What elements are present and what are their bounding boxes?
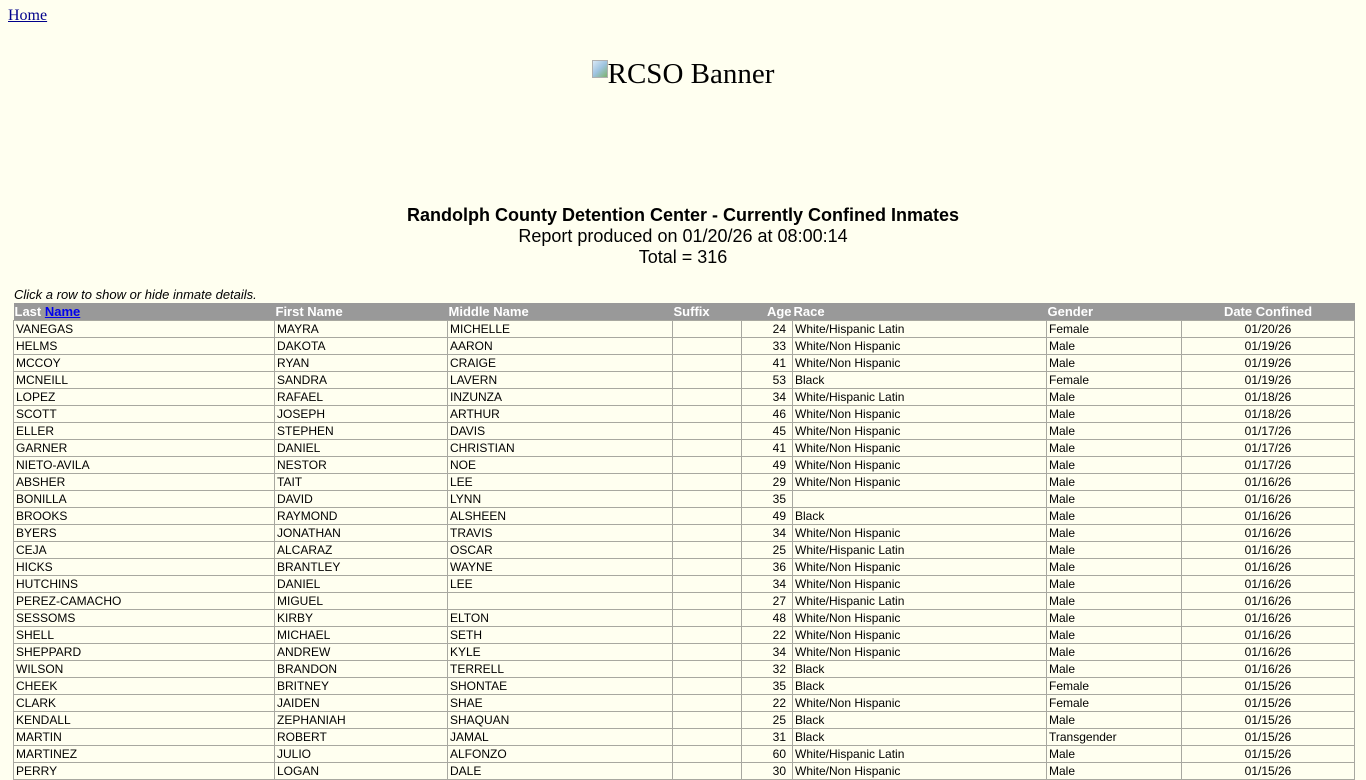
date-confined-cell: 01/16/26 xyxy=(1182,508,1355,525)
gender-cell: Male xyxy=(1047,559,1182,576)
first-name-cell: STEPHEN xyxy=(275,423,448,440)
middle-name-cell: SHONTAE xyxy=(448,678,673,695)
table-row[interactable] xyxy=(14,695,1355,712)
gender-cell: Male xyxy=(1047,338,1182,355)
first-name-cell: MAYRA xyxy=(275,321,448,338)
suffix-cell xyxy=(673,321,742,338)
gender-cell: Transgender xyxy=(1047,729,1182,746)
date-confined-cell: 01/16/26 xyxy=(1182,661,1355,678)
table-row[interactable] xyxy=(14,474,1355,491)
table-row[interactable] xyxy=(14,491,1355,508)
row-click-hint: Click a row to show or hide inmate details. xyxy=(14,287,257,302)
race-cell: Black xyxy=(793,372,1047,389)
table-body xyxy=(14,321,1355,780)
table-row[interactable] xyxy=(14,372,1355,389)
date-confined-cell: 01/16/26 xyxy=(1182,491,1355,508)
first-name-cell: MIGUEL xyxy=(275,593,448,610)
last-name-cell: LOPEZ xyxy=(14,389,275,406)
date-confined-cell: 01/17/26 xyxy=(1182,457,1355,474)
suffix-cell xyxy=(673,610,742,627)
last-name-cell: SESSOMS xyxy=(14,610,275,627)
table-row[interactable] xyxy=(14,406,1355,423)
banner-alt-text: RCSO Banner xyxy=(607,58,775,90)
sort-by-name-link[interactable]: Name xyxy=(44,304,81,319)
last-name-cell: CHEEK xyxy=(14,678,275,695)
date-confined-cell: 01/15/26 xyxy=(1182,712,1355,729)
middle-name-cell xyxy=(448,593,673,610)
gender-cell: Male xyxy=(1047,525,1182,542)
table-row[interactable] xyxy=(14,338,1355,355)
race-cell: White/Non Hispanic xyxy=(793,457,1047,474)
age-cell: 36 xyxy=(742,559,793,576)
first-name-cell: DAVID xyxy=(275,491,448,508)
first-name-cell: NESTOR xyxy=(275,457,448,474)
first-name-cell: BRANDON xyxy=(275,661,448,678)
date-confined-cell: 01/19/26 xyxy=(1182,355,1355,372)
race-cell: White/Non Hispanic xyxy=(793,440,1047,457)
middle-name-cell: TRAVIS xyxy=(448,525,673,542)
suffix-cell xyxy=(673,389,742,406)
middle-name-cell: ELTON xyxy=(448,610,673,627)
date-confined-cell: 01/15/26 xyxy=(1182,746,1355,763)
gender-cell: Male xyxy=(1047,644,1182,661)
middle-name-cell: SHAQUAN xyxy=(448,712,673,729)
suffix-cell xyxy=(673,661,742,678)
date-confined-cell: 01/19/26 xyxy=(1182,372,1355,389)
first-name-cell: ZEPHANIAH xyxy=(275,712,448,729)
middle-name-cell: LAVERN xyxy=(448,372,673,389)
gender-cell: Male xyxy=(1047,474,1182,491)
race-cell xyxy=(793,491,1047,508)
column-header-middle-name: Middle Name xyxy=(448,303,673,321)
middle-name-cell: SHAE xyxy=(448,695,673,712)
column-header-suffix: Suffix xyxy=(673,303,742,321)
table-row[interactable] xyxy=(14,746,1355,763)
suffix-cell xyxy=(673,338,742,355)
middle-name-cell: INZUNZA xyxy=(448,389,673,406)
age-cell: 34 xyxy=(742,644,793,661)
table-row[interactable] xyxy=(14,423,1355,440)
race-cell: White/Non Hispanic xyxy=(793,474,1047,491)
report-produced: Report produced on 01/20/26 at 08:00:14 xyxy=(518,226,848,246)
middle-name-cell: KYLE xyxy=(448,644,673,661)
last-name-cell: ELLER xyxy=(14,423,275,440)
suffix-cell xyxy=(673,729,742,746)
date-confined-cell: 01/16/26 xyxy=(1182,559,1355,576)
race-cell: White/Non Hispanic xyxy=(793,576,1047,593)
gender-cell: Male xyxy=(1047,610,1182,627)
race-cell: White/Hispanic Latin xyxy=(793,746,1047,763)
first-name-cell: SANDRA xyxy=(275,372,448,389)
suffix-cell xyxy=(673,576,742,593)
gender-cell: Male xyxy=(1047,440,1182,457)
column-header-gender: Gender xyxy=(1047,303,1182,321)
banner-image xyxy=(0,58,1366,91)
suffix-cell xyxy=(673,423,742,440)
middle-name-cell: CHRISTIAN xyxy=(448,440,673,457)
race-cell: White/Non Hispanic xyxy=(793,644,1047,661)
race-cell: White/Non Hispanic xyxy=(793,338,1047,355)
middle-name-cell: TERRELL xyxy=(448,661,673,678)
gender-cell: Male xyxy=(1047,542,1182,559)
date-confined-cell: 01/16/26 xyxy=(1182,525,1355,542)
suffix-cell xyxy=(673,593,742,610)
gender-cell: Female xyxy=(1047,695,1182,712)
first-name-cell: JONATHAN xyxy=(275,525,448,542)
age-cell: 33 xyxy=(742,338,793,355)
gender-cell: Male xyxy=(1047,593,1182,610)
middle-name-cell: WAYNE xyxy=(448,559,673,576)
last-name-cell: SHELL xyxy=(14,627,275,644)
first-name-cell: JAIDEN xyxy=(275,695,448,712)
date-confined-cell: 01/20/26 xyxy=(1182,321,1355,338)
age-cell: 46 xyxy=(742,406,793,423)
last-name-cell: VANEGAS xyxy=(14,321,275,338)
age-cell: 49 xyxy=(742,508,793,525)
first-name-cell: ALCARAZ xyxy=(275,542,448,559)
date-confined-cell: 01/16/26 xyxy=(1182,542,1355,559)
last-name-cell: CEJA xyxy=(14,542,275,559)
last-name-cell: NIETO-AVILA xyxy=(14,457,275,474)
race-cell: Black xyxy=(793,712,1047,729)
date-confined-cell: 01/16/26 xyxy=(1182,627,1355,644)
last-name-cell: SHEPPARD xyxy=(14,644,275,661)
last-name-cell: BONILLA xyxy=(14,491,275,508)
middle-name-cell: OSCAR xyxy=(448,542,673,559)
age-cell: 30 xyxy=(742,763,793,780)
race-cell: White/Hispanic Latin xyxy=(793,593,1047,610)
age-cell: 60 xyxy=(742,746,793,763)
race-cell: White/Non Hispanic xyxy=(793,406,1047,423)
age-cell: 45 xyxy=(742,423,793,440)
gender-cell: Female xyxy=(1047,321,1182,338)
race-cell: White/Non Hispanic xyxy=(793,525,1047,542)
middle-name-cell: LEE xyxy=(448,474,673,491)
race-cell: White/Non Hispanic xyxy=(793,559,1047,576)
date-confined-cell: 01/15/26 xyxy=(1182,763,1355,780)
gender-cell: Male xyxy=(1047,763,1182,780)
last-name-cell: KENDALL xyxy=(14,712,275,729)
last-name-cell: MCCOY xyxy=(14,355,275,372)
suffix-cell xyxy=(673,508,742,525)
race-cell: Black xyxy=(793,678,1047,695)
suffix-cell xyxy=(673,491,742,508)
column-header-race: Race xyxy=(793,303,1047,321)
race-cell: White/Hispanic Latin xyxy=(793,389,1047,406)
date-confined-cell: 01/17/26 xyxy=(1182,423,1355,440)
suffix-cell xyxy=(673,746,742,763)
last-name-cell: SCOTT xyxy=(14,406,275,423)
suffix-cell xyxy=(673,712,742,729)
race-cell: White/Non Hispanic xyxy=(793,423,1047,440)
first-name-cell: BRITNEY xyxy=(275,678,448,695)
gender-cell: Male xyxy=(1047,746,1182,763)
column-header-last-name xyxy=(14,303,275,321)
first-name-cell: JOSEPH xyxy=(275,406,448,423)
first-name-cell: BRANTLEY xyxy=(275,559,448,576)
suffix-cell xyxy=(673,695,742,712)
suffix-cell xyxy=(673,525,742,542)
last-name-cell: WILSON xyxy=(14,661,275,678)
last-name-cell: MARTINEZ xyxy=(14,746,275,763)
last-name-cell: PEREZ-CAMACHO xyxy=(14,593,275,610)
middle-name-cell: AARON xyxy=(448,338,673,355)
last-name-cell: HUTCHINS xyxy=(14,576,275,593)
table-row[interactable] xyxy=(14,542,1355,559)
table-row[interactable] xyxy=(14,712,1355,729)
suffix-cell xyxy=(673,644,742,661)
last-name-cell: HELMS xyxy=(14,338,275,355)
age-cell: 31 xyxy=(742,729,793,746)
gender-cell: Female xyxy=(1047,372,1182,389)
middle-name-cell: SETH xyxy=(448,627,673,644)
last-name-cell: MCNEILL xyxy=(14,372,275,389)
date-confined-cell: 01/16/26 xyxy=(1182,576,1355,593)
last-name-cell: PERRY xyxy=(14,763,275,780)
middle-name-cell: CRAIGE xyxy=(448,355,673,372)
gender-cell: Male xyxy=(1047,712,1182,729)
first-name-cell: TAIT xyxy=(275,474,448,491)
table-row[interactable] xyxy=(14,729,1355,746)
race-cell: White/Non Hispanic xyxy=(793,610,1047,627)
age-cell: 22 xyxy=(742,627,793,644)
age-cell: 27 xyxy=(742,593,793,610)
age-cell: 34 xyxy=(742,389,793,406)
gender-cell: Male xyxy=(1047,576,1182,593)
date-confined-cell: 01/19/26 xyxy=(1182,338,1355,355)
date-confined-cell: 01/18/26 xyxy=(1182,406,1355,423)
age-cell: 41 xyxy=(742,355,793,372)
last-name-cell: MARTIN xyxy=(14,729,275,746)
table-row[interactable] xyxy=(14,355,1355,372)
column-header-first-name: First Name xyxy=(275,303,448,321)
first-name-cell: ROBERT xyxy=(275,729,448,746)
date-confined-cell: 01/16/26 xyxy=(1182,474,1355,491)
date-confined-cell: 01/15/26 xyxy=(1182,678,1355,695)
suffix-cell xyxy=(673,440,742,457)
gender-cell: Male xyxy=(1047,355,1182,372)
first-name-cell: DANIEL xyxy=(275,440,448,457)
first-name-cell: KIRBY xyxy=(275,610,448,627)
first-name-cell: DANIEL xyxy=(275,576,448,593)
age-cell: 34 xyxy=(742,576,793,593)
date-confined-cell: 01/17/26 xyxy=(1182,440,1355,457)
age-cell: 29 xyxy=(742,474,793,491)
date-confined-cell: 01/16/26 xyxy=(1182,610,1355,627)
middle-name-cell: ALSHEEN xyxy=(448,508,673,525)
report-total: Total = 316 xyxy=(638,247,728,267)
table-row[interactable] xyxy=(14,321,1355,338)
date-confined-cell: 01/16/26 xyxy=(1182,644,1355,661)
last-name-cell: GARNER xyxy=(14,440,275,457)
column-header-date-confined: Date Confined xyxy=(1182,303,1355,321)
table-row[interactable] xyxy=(14,678,1355,695)
middle-name-cell: NOE xyxy=(448,457,673,474)
middle-name-cell: ALFONZO xyxy=(448,746,673,763)
gender-cell: Male xyxy=(1047,457,1182,474)
table-row[interactable] xyxy=(14,440,1355,457)
gender-cell: Male xyxy=(1047,661,1182,678)
suffix-cell xyxy=(673,678,742,695)
race-cell: White/Non Hispanic xyxy=(793,695,1047,712)
last-name-cell: ABSHER xyxy=(14,474,275,491)
race-cell: White/Hispanic Latin xyxy=(793,321,1047,338)
age-cell: 41 xyxy=(742,440,793,457)
first-name-cell: JULIO xyxy=(275,746,448,763)
table-row[interactable] xyxy=(14,627,1355,644)
race-cell: Black xyxy=(793,729,1047,746)
age-cell: 35 xyxy=(742,491,793,508)
report-title: Randolph County Detention Center - Currently Confined Inmates xyxy=(406,205,959,225)
suffix-cell xyxy=(673,372,742,389)
middle-name-cell: JAMAL xyxy=(448,729,673,746)
last-name-cell: BYERS xyxy=(14,525,275,542)
suffix-cell xyxy=(673,763,742,780)
gender-cell: Male xyxy=(1047,423,1182,440)
column-header-age: Age xyxy=(742,303,793,321)
first-name-cell: RAFAEL xyxy=(275,389,448,406)
suffix-cell xyxy=(673,406,742,423)
middle-name-cell: DAVIS xyxy=(448,423,673,440)
gender-cell: Male xyxy=(1047,389,1182,406)
gender-cell: Male xyxy=(1047,627,1182,644)
age-cell: 35 xyxy=(742,678,793,695)
broken-image-icon xyxy=(592,60,608,78)
date-confined-cell: 01/15/26 xyxy=(1182,695,1355,712)
middle-name-cell: LYNN xyxy=(448,491,673,508)
age-cell: 25 xyxy=(742,712,793,729)
first-name-cell: LOGAN xyxy=(275,763,448,780)
table-row[interactable] xyxy=(14,508,1355,525)
last-name-cell: BROOKS xyxy=(14,508,275,525)
suffix-cell xyxy=(673,559,742,576)
date-confined-cell: 01/15/26 xyxy=(1182,729,1355,746)
age-cell: 34 xyxy=(742,525,793,542)
first-name-cell: RAYMOND xyxy=(275,508,448,525)
suffix-cell xyxy=(673,474,742,491)
table-header-row xyxy=(14,303,1355,321)
table-row[interactable] xyxy=(14,610,1355,627)
table-row[interactable] xyxy=(14,644,1355,661)
inmates-table xyxy=(13,303,1355,780)
gender-cell: Male xyxy=(1047,491,1182,508)
date-confined-cell: 01/18/26 xyxy=(1182,389,1355,406)
first-name-cell: DAKOTA xyxy=(275,338,448,355)
age-cell: 48 xyxy=(742,610,793,627)
first-name-cell: ANDREW xyxy=(275,644,448,661)
suffix-cell xyxy=(673,627,742,644)
table-row[interactable] xyxy=(14,389,1355,406)
date-confined-cell: 01/16/26 xyxy=(1182,593,1355,610)
race-cell: White/Hispanic Latin xyxy=(793,542,1047,559)
age-cell: 22 xyxy=(742,695,793,712)
home-link[interactable]: Home xyxy=(8,7,48,24)
first-name-cell: RYAN xyxy=(275,355,448,372)
table-row[interactable] xyxy=(14,559,1355,576)
middle-name-cell: DALE xyxy=(448,763,673,780)
age-cell: 49 xyxy=(742,457,793,474)
report-header xyxy=(0,205,1366,268)
table-row[interactable] xyxy=(14,593,1355,610)
table-row[interactable] xyxy=(14,457,1355,474)
table-row[interactable] xyxy=(14,661,1355,678)
suffix-cell xyxy=(673,355,742,372)
middle-name-cell: MICHELLE xyxy=(448,321,673,338)
gender-cell: Male xyxy=(1047,508,1182,525)
suffix-cell xyxy=(673,542,742,559)
age-cell: 32 xyxy=(742,661,793,678)
race-cell: Black xyxy=(793,508,1047,525)
last-name-cell: HICKS xyxy=(14,559,275,576)
age-cell: 53 xyxy=(742,372,793,389)
last-name-cell: CLARK xyxy=(14,695,275,712)
gender-cell: Male xyxy=(1047,406,1182,423)
suffix-cell xyxy=(673,457,742,474)
age-cell: 24 xyxy=(742,321,793,338)
last-label: Last xyxy=(14,304,42,319)
race-cell: White/Non Hispanic xyxy=(793,355,1047,372)
race-cell: White/Non Hispanic xyxy=(793,627,1047,644)
first-name-cell: MICHAEL xyxy=(275,627,448,644)
table-row[interactable] xyxy=(14,576,1355,593)
table-row[interactable] xyxy=(14,763,1355,780)
age-cell: 25 xyxy=(742,542,793,559)
middle-name-cell: ARTHUR xyxy=(448,406,673,423)
race-cell: Black xyxy=(793,661,1047,678)
middle-name-cell: LEE xyxy=(448,576,673,593)
table-row[interactable] xyxy=(14,525,1355,542)
race-cell: White/Non Hispanic xyxy=(793,763,1047,780)
gender-cell: Female xyxy=(1047,678,1182,695)
